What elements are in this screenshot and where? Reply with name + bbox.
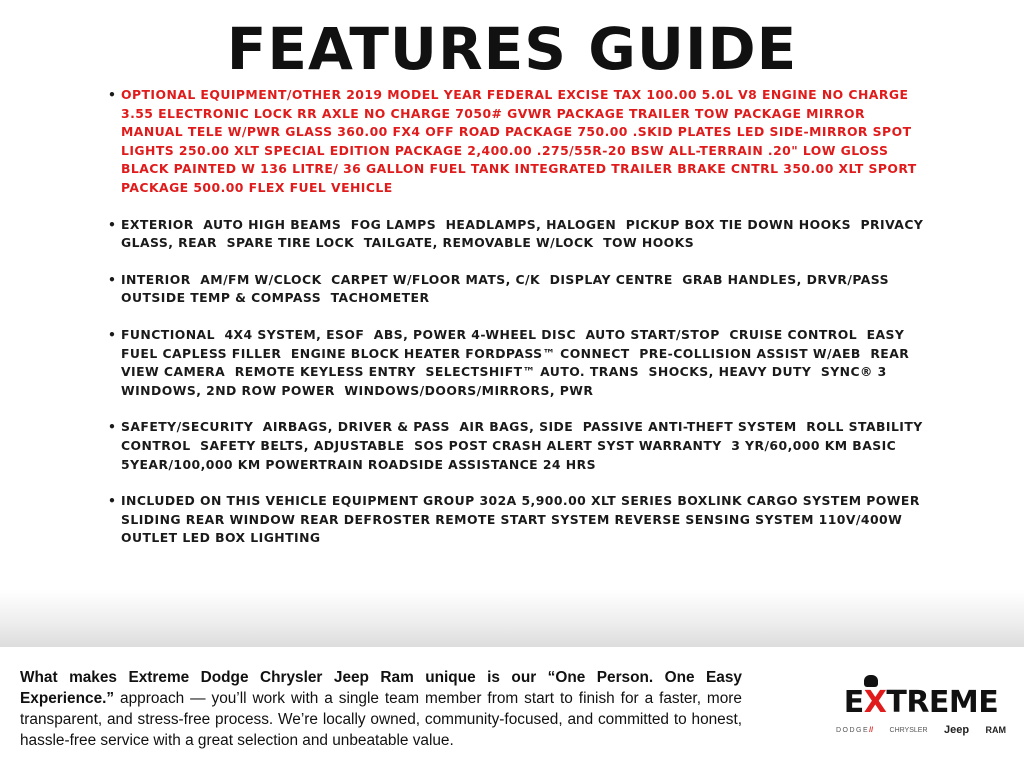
feature-included-equipment: • INCLUDED ON THIS VEHICLE EQUIPMENT GROUP 302A 5,900.00 XLT SERIES BOXLINK CARGO SYSTEM POWER SLIDING REAR WINDOW REAR DEFROSTER REMOTE START SYSTEM REVERSE SENSING SYSTEM 110V/400W OUTLET LED BOX LIGHTING (108, 492, 928, 548)
extreme-logo (836, 685, 1006, 741)
tagline-bold: What makes Extreme Dodge Chrysler Jeep Ram unique is our “One Person. One Easy Experience.” (20, 669, 742, 707)
logo-word-start: E (843, 685, 864, 720)
brand-dodge-stripes: // (869, 726, 874, 734)
features-list (108, 86, 928, 566)
dealer-tagline (20, 667, 742, 751)
brand-dodge-label: DODGE (836, 726, 870, 734)
brand-strip (836, 723, 1006, 737)
feature-optional-equipment: • OPTIONAL EQUIPMENT/OTHER 2019 MODEL YEAR FEDERAL EXCISE TAX 100.00 5.0L V8 ENGINE NO CHARGE 3.55 ELECTRONIC LOCK RR AXLE NO CHARGE 7050# GVWR PACKAGE TRAILER TOW PACKAGE MIRROR MANUAL TELE W/PWR GLASS 360.00 FX4 OFF ROAD PACKAGE 750.00 .SKID PLATES LED SIDE-MIRROR SPOT LIGHTS 250.00 XLT SPECIAL EDITION PACKAGE 2,400.00 .275/55R-20 BSW ALL-TERRAIN .20" LOW GLOSS BLACK PAINTED W 136 LITRE/ 36 GALLON FUEL TANK INTEGRATED TRAILER BRAKE CNTRL 350.00 XLT SPORT PACKAGE 500.00 FLEX FUEL VEHICLE (108, 86, 928, 198)
logo-word-end: TREME (886, 685, 999, 720)
brand-dodge (836, 727, 873, 734)
feature-interior: • INTERIOR AM/FM W/CLOCK CARPET W/FLOOR MATS, C/K DISPLAY CENTRE GRAB HANDLES, DRVR/PASS OUTSIDE TEMP & COMPASS TACHOMETER (108, 271, 928, 308)
brand-jeep: Jeep (943, 724, 970, 736)
logo-wordmark (836, 685, 1006, 721)
page-title: FEATURES GUIDE (226, 15, 798, 83)
feature-exterior: • EXTERIOR AUTO HIGH BEAMS FOG LAMPS HEADLAMPS, HALOGEN PICKUP BOX TIE DOWN HOOKS PRIVACY GLASS, REAR SPARE TIRE LOCK TAILGATE, REMOVABLE W/LOCK TOW HOOKS (108, 216, 928, 253)
logo-word-x: X (863, 685, 887, 720)
footer (0, 647, 1024, 768)
brand-ram: RAM (985, 725, 1006, 735)
tagline-rest: approach — you’ll work with a single team member from start to finish for a faster, more transparent, and stress-free process. We’re locally owned, community-focused, and committed to honest, hassle-free service with a great selection and unbeatable value. (20, 690, 742, 749)
brand-chrysler: CHRYSLER (889, 726, 928, 734)
feature-safety-security: • SAFETY/SECURITY AIRBAGS, DRIVER & PASS AIR BAGS, SIDE PASSIVE ANTI-THEFT SYSTEM ROLL STABILITY CONTROL SAFETY BELTS, ADJUSTABLE SOS POST CRASH ALERT SYST WARRANTY 3 YR/60,000 KM BASIC 5YEAR/100,000 KM POWERTRAIN ROADSIDE ASSISTANCE 24 HRS (108, 418, 928, 474)
footer-shadow (0, 590, 1024, 648)
feature-functional: • FUNCTIONAL 4X4 SYSTEM, ESOF ABS, POWER 4-WHEEL DISC AUTO START/STOP CRUISE CONTROL EASY FUEL CAPLESS FILLER ENGINE BLOCK HEATER FORDPASS™ CONNECT PRE-COLLISION ASSIST W/AEB REAR VIEW CAMERA REMOTE KEYLESS ENTRY SELECTSHIFT™ AUTO. TRANS SHOCKS, HEAVY DUTY SYNC® 3 WINDOWS, 2ND ROW POWER WINDOWS/DOORS/MIRRORS, PWR (108, 326, 928, 400)
